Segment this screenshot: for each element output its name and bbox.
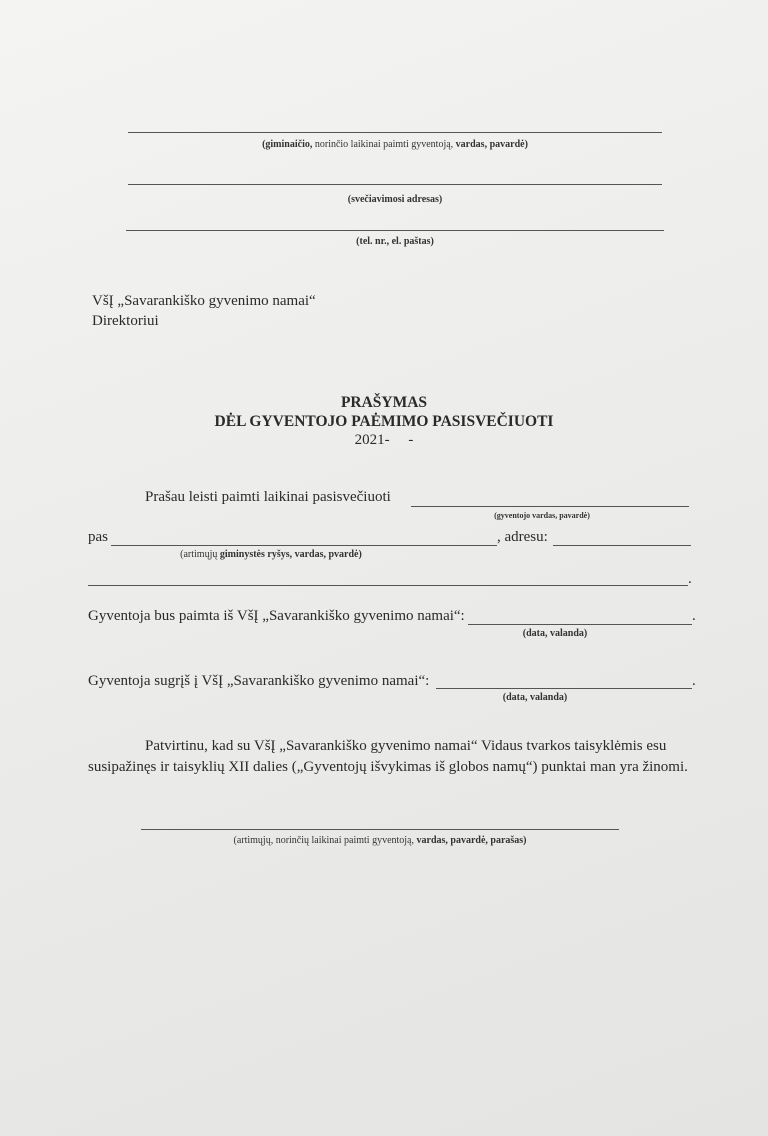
signature-caption: (artimųjų, norinčių laikinai paimti gyventoją, vardas, pavardė, parašas) — [233, 835, 527, 846]
taken-date-line — [468, 624, 692, 625]
return-period: . — [692, 673, 696, 689]
contact-caption: (tel. nr., el. paštas) — [356, 236, 434, 247]
confirm-line-2: susipažinęs ir taisyklių XII dalies („Gyventojų išvykimas iš globos namų“) punktai man yra žinomi. — [88, 759, 688, 775]
continuation-line — [88, 585, 688, 586]
taken-caption: (data, valanda) — [522, 628, 588, 639]
return-caption: (data, valanda) — [502, 692, 568, 703]
request-text: Prašau leisti paimti laikinai pasisvečiuoti — [145, 489, 391, 505]
adresu-label: , adresu: — [497, 529, 548, 545]
return-date-line — [436, 688, 692, 689]
confirm-line-1: Patvirtinu, kad su VšĮ „Savarankiško gyvenimo namai“ Vidaus tvarkos taisyklėmis esu — [145, 738, 667, 754]
kin-line — [111, 545, 497, 546]
taken-text: Gyventoja bus paimta iš VšĮ „Savarankiško gyvenimo namai“: — [88, 608, 465, 624]
document-date: 2021- - — [354, 432, 414, 448]
taken-period: . — [692, 608, 696, 624]
visit-address-caption: (svečiavimosi adresas) — [347, 194, 443, 205]
recipient-role: Direktoriui — [92, 313, 159, 329]
document-title: PRAŠYMAS — [340, 394, 428, 411]
address-line — [553, 545, 691, 546]
continuation-period: . — [688, 571, 692, 587]
kin-caption: (artimųjų giminystės ryšys, vardas, pvardė) — [180, 549, 362, 560]
relative-name-line — [128, 132, 662, 133]
return-text: Gyventoja sugrįš į VšĮ „Savarankiško gyvenimo namai“: — [88, 673, 430, 689]
pas-label: pas — [88, 529, 108, 545]
signature-line — [141, 829, 619, 830]
recipient-org: VšĮ „Savarankiško gyvenimo namai“ — [92, 293, 316, 309]
document-subtitle: DĖL GYVENTOJO PAĖMIMO PASISVEČIUOTI — [214, 413, 554, 430]
contact-line — [126, 230, 664, 231]
resident-name-caption: (gyventojo vardas, pavardė) — [494, 511, 590, 520]
visit-address-line — [128, 184, 662, 185]
resident-name-line — [411, 506, 689, 507]
relative-name-caption: (giminaičio, norinčio laikinai paimti gyventoją, vardas, pavardė) — [262, 139, 528, 150]
